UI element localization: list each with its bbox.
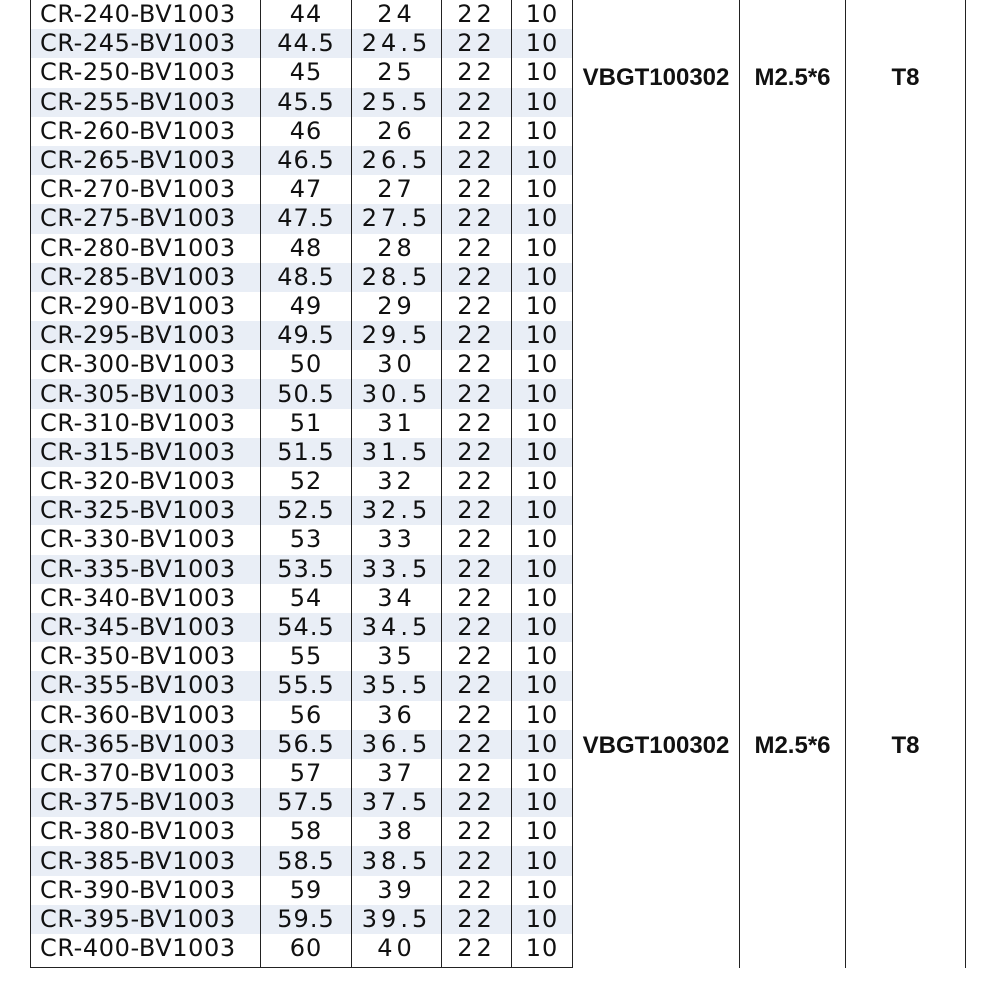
d2-cell: 32 [352,467,442,496]
d1-cell: 45 [261,58,352,87]
d1-cell: 58.5 [261,846,352,875]
spec-table [30,0,966,968]
d1-cell: 49.5 [261,321,352,350]
model-cell: CR-365-BV1003 [31,730,261,759]
t-cell: 10 [512,204,573,233]
t-cell: 10 [512,876,573,905]
t-cell: 10 [512,759,573,788]
model-cell: CR-265-BV1003 [31,146,261,175]
t-cell: 10 [512,496,573,525]
l-cell: 22 [442,525,512,554]
d1-cell: 44 [261,0,352,29]
d2-cell: 29.5 [352,321,442,350]
l-cell: 22 [442,0,512,29]
d1-cell: 51 [261,409,352,438]
d1-cell: 48 [261,234,352,263]
d1-cell: 54 [261,584,352,613]
model-cell: CR-380-BV1003 [31,817,261,846]
model-cell: CR-275-BV1003 [31,204,261,233]
d2-cell: 29 [352,292,442,321]
l-cell: 22 [442,701,512,730]
d2-cell: 26 [352,117,442,146]
d2-cell: 35.5 [352,671,442,700]
insert-label-top: VBGT100302 [582,64,730,91]
d2-cell: 24 [352,0,442,29]
model-cell: CR-325-BV1003 [31,496,261,525]
model-cell: CR-350-BV1003 [31,642,261,671]
l-cell: 22 [442,379,512,408]
d1-cell: 51.5 [261,438,352,467]
table-row [31,0,966,29]
t-cell: 10 [512,584,573,613]
t-cell: 10 [512,350,573,379]
key-label-bottom: T8 [891,732,920,759]
t-cell: 10 [512,846,573,875]
model-cell: CR-375-BV1003 [31,788,261,817]
d1-cell: 59.5 [261,905,352,934]
l-cell: 22 [442,905,512,934]
l-cell: 22 [442,204,512,233]
model-cell: CR-385-BV1003 [31,846,261,875]
model-cell: CR-300-BV1003 [31,350,261,379]
model-cell: CR-295-BV1003 [31,321,261,350]
model-cell: CR-270-BV1003 [31,175,261,204]
l-cell: 22 [442,29,512,58]
model-cell: CR-240-BV1003 [31,0,261,29]
model-cell: CR-330-BV1003 [31,525,261,554]
model-cell: CR-355-BV1003 [31,671,261,700]
d1-cell: 55 [261,642,352,671]
l-cell: 22 [442,613,512,642]
d2-cell: 30 [352,350,442,379]
l-cell: 22 [442,321,512,350]
t-cell: 10 [512,730,573,759]
d2-cell: 39 [352,876,442,905]
l-cell: 22 [442,438,512,467]
model-cell: CR-395-BV1003 [31,905,261,934]
spec-table-body [31,0,966,968]
t-cell: 10 [512,379,573,408]
t-cell: 10 [512,467,573,496]
l-cell: 22 [442,88,512,117]
d1-cell: 46.5 [261,146,352,175]
l-cell: 22 [442,175,512,204]
d2-cell: 34 [352,584,442,613]
d1-cell: 48.5 [261,263,352,292]
d2-cell: 31 [352,409,442,438]
d1-cell: 50.5 [261,379,352,408]
screw-label-bottom: M2.5*6 [754,732,831,759]
d1-cell: 56.5 [261,730,352,759]
d2-cell: 27.5 [352,204,442,233]
d1-cell: 60 [261,934,352,968]
t-cell: 10 [512,701,573,730]
d2-cell: 30.5 [352,379,442,408]
model-cell: CR-310-BV1003 [31,409,261,438]
screw-column [740,0,846,968]
t-cell: 10 [512,788,573,817]
l-cell: 22 [442,555,512,584]
key-label-top: T8 [891,64,920,91]
l-cell: 22 [442,642,512,671]
model-cell: CR-245-BV1003 [31,29,261,58]
l-cell: 22 [442,350,512,379]
d2-cell: 37 [352,759,442,788]
d2-cell: 31.5 [352,438,442,467]
l-cell: 22 [442,58,512,87]
d1-cell: 44.5 [261,29,352,58]
d1-cell: 47 [261,175,352,204]
model-cell: CR-345-BV1003 [31,613,261,642]
t-cell: 10 [512,438,573,467]
model-cell: CR-285-BV1003 [31,263,261,292]
d1-cell: 49 [261,292,352,321]
d2-cell: 33 [352,525,442,554]
t-cell: 10 [512,671,573,700]
t-cell: 10 [512,613,573,642]
model-cell: CR-255-BV1003 [31,88,261,117]
t-cell: 10 [512,555,573,584]
d2-cell: 26.5 [352,146,442,175]
t-cell: 10 [512,117,573,146]
l-cell: 22 [442,817,512,846]
d1-cell: 55.5 [261,671,352,700]
model-cell: CR-320-BV1003 [31,467,261,496]
key-column [846,0,966,968]
d1-cell: 45.5 [261,88,352,117]
t-cell: 10 [512,525,573,554]
insert-column [573,0,740,968]
t-cell: 10 [512,88,573,117]
l-cell: 22 [442,146,512,175]
d2-cell: 27 [352,175,442,204]
t-cell: 10 [512,905,573,934]
d2-cell: 38 [352,817,442,846]
t-cell: 10 [512,58,573,87]
d1-cell: 57.5 [261,788,352,817]
d2-cell: 33.5 [352,555,442,584]
l-cell: 22 [442,934,512,968]
d2-cell: 36 [352,701,442,730]
d2-cell: 36.5 [352,730,442,759]
t-cell: 10 [512,175,573,204]
l-cell: 22 [442,292,512,321]
t-cell: 10 [512,409,573,438]
d2-cell: 37.5 [352,788,442,817]
t-cell: 10 [512,292,573,321]
l-cell: 22 [442,117,512,146]
t-cell: 10 [512,234,573,263]
d1-cell: 52.5 [261,496,352,525]
insert-label-bottom: VBGT100302 [582,732,730,759]
t-cell: 10 [512,642,573,671]
d2-cell: 39.5 [352,905,442,934]
d2-cell: 38.5 [352,846,442,875]
l-cell: 22 [442,730,512,759]
l-cell: 22 [442,846,512,875]
model-cell: CR-315-BV1003 [31,438,261,467]
d1-cell: 53 [261,525,352,554]
l-cell: 22 [442,496,512,525]
d2-cell: 24.5 [352,29,442,58]
d2-cell: 28.5 [352,263,442,292]
l-cell: 22 [442,876,512,905]
d2-cell: 34.5 [352,613,442,642]
model-cell: CR-260-BV1003 [31,117,261,146]
l-cell: 22 [442,409,512,438]
model-cell: CR-290-BV1003 [31,292,261,321]
model-cell: CR-390-BV1003 [31,876,261,905]
model-cell: CR-280-BV1003 [31,234,261,263]
d1-cell: 59 [261,876,352,905]
l-cell: 22 [442,234,512,263]
l-cell: 22 [442,263,512,292]
d1-cell: 52 [261,467,352,496]
t-cell: 10 [512,817,573,846]
l-cell: 22 [442,759,512,788]
l-cell: 22 [442,467,512,496]
d1-cell: 54.5 [261,613,352,642]
t-cell: 10 [512,321,573,350]
t-cell: 10 [512,0,573,29]
t-cell: 10 [512,29,573,58]
d1-cell: 58 [261,817,352,846]
model-cell: CR-250-BV1003 [31,58,261,87]
d2-cell: 40 [352,934,442,968]
d2-cell: 32.5 [352,496,442,525]
d2-cell: 35 [352,642,442,671]
t-cell: 10 [512,146,573,175]
t-cell: 10 [512,263,573,292]
t-cell: 10 [512,934,573,968]
d1-cell: 53.5 [261,555,352,584]
d1-cell: 57 [261,759,352,788]
model-cell: CR-305-BV1003 [31,379,261,408]
screw-label-top: M2.5*6 [754,64,831,91]
d2-cell: 25.5 [352,88,442,117]
d1-cell: 56 [261,701,352,730]
l-cell: 22 [442,671,512,700]
d1-cell: 50 [261,350,352,379]
l-cell: 22 [442,788,512,817]
model-cell: CR-335-BV1003 [31,555,261,584]
model-cell: CR-360-BV1003 [31,701,261,730]
l-cell: 22 [442,584,512,613]
model-cell: CR-400-BV1003 [31,934,261,968]
d1-cell: 46 [261,117,352,146]
d1-cell: 47.5 [261,204,352,233]
d2-cell: 25 [352,58,442,87]
d2-cell: 28 [352,234,442,263]
model-cell: CR-340-BV1003 [31,584,261,613]
model-cell: CR-370-BV1003 [31,759,261,788]
